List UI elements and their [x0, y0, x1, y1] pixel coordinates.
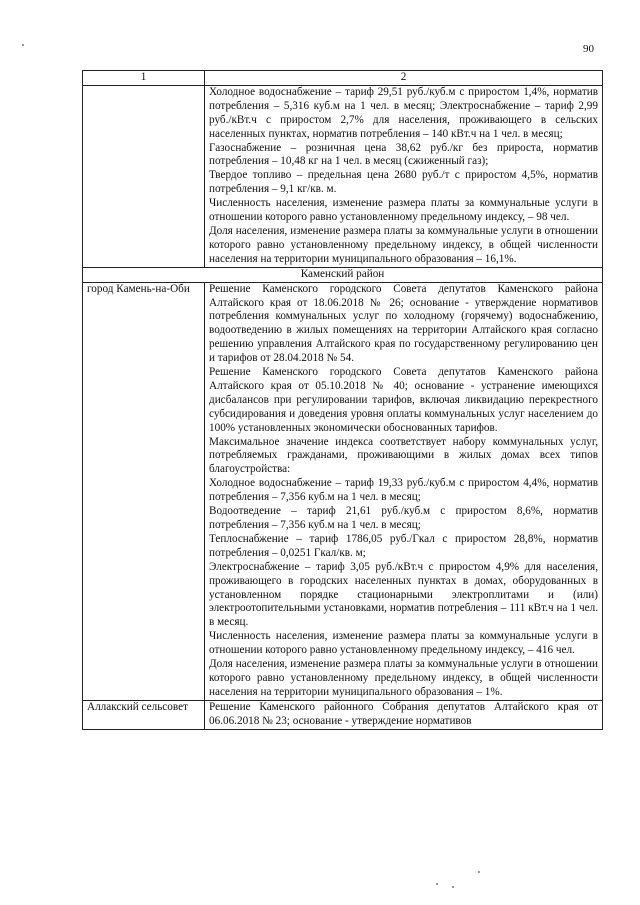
scan-speck	[22, 44, 24, 46]
column-header-1: 1	[83, 71, 205, 86]
table-row	[83, 700, 603, 729]
paragraph: Твердое топливо – предельная цена 2680 руб./т с приростом 4,5%, норматив потребления – 9,1 кг/кв. м.	[209, 169, 598, 196]
paragraph: Холодное водоснабжение – тариф 29,51 руб./куб.м с приростом 1,4%, норматив потребления – 5,316 куб.м на 1 чел. в месяц; Электроснабжение – тариф 2,99 руб./кВт.ч с приростом 2,7% для населения, проживающего в сельских населенных пунктах, норматив потребления – 140 кВт.ч на 1 чел. в месяц;	[209, 85, 598, 140]
paragraph: Максимальное значение индекса соответствует набору коммунальных услуг, потребляемых гражданами, проживающими в жилых домах всех типов благоустройства:	[209, 435, 598, 476]
description-cell	[205, 700, 603, 729]
tariff-table	[82, 70, 603, 730]
paragraph: Решение Каменского городского Совета депутатов Каменского района Алтайского края от 05.10.2018 № 40; основание - устранение имеющихся дисбалансов при регулировании тарифов, включая ликвидацию перекрестного субсидирования и доведения уровня оплаты коммунальных услуг населением до 100% установленных экономически обоснованных тарифов.	[209, 366, 598, 434]
column-header-2: 2	[205, 71, 603, 86]
paragraph: Газоснабжение – розничная цена 38,62 руб./кг без прироста, норматив потребления – 10,48 кг на 1 чел. в месяц (сжиженный газ);	[209, 141, 598, 168]
scan-speck	[436, 883, 438, 885]
scan-speck	[478, 871, 480, 873]
paragraph: Водоотведение – тариф 21,61 руб./куб.м с приростом 8,6%, норматив потребления – 7,356 куб.м на 1 чел. в месяц;	[209, 505, 598, 531]
table-row	[83, 282, 603, 700]
paragraph: Численность населения, изменение размера платы за коммунальные услуги в отношении которого равно установленному предельному индексу, – 416 чел.	[209, 630, 598, 657]
paragraph: Доля населения, изменение размера платы за коммунальные услуги в отношении которого равно установленному предельному индексу, в общей численности населения на территории муниципального образования – 16,1%.	[209, 224, 598, 265]
municipality-name-cell	[83, 85, 205, 267]
paragraph: Решение Каменского городского Совета депутатов Каменского района Алтайского края от 18.06.2018 № 26; основание - утверждение нормативов потребления коммунальных услуг по холодному (горячему) водоснабжению, водоотведению в жилых помещениях на территории Алтайского края согласно решению управления Алтайского края по государственному регулированию цен и тарифов от 28.04.2018 № 54.	[209, 282, 598, 365]
municipality-name-cell: город Камень-на-Оби	[83, 282, 205, 700]
table-row	[83, 85, 603, 267]
municipality-name-cell: Аллакский сельсовет	[83, 700, 205, 729]
section-row	[83, 267, 603, 282]
paragraph: Теплоснабжение – тариф 1786,05 руб./Гкал с приростом 28,8%, норматив потребления – 0,0251 Гкал/кв. м;	[209, 532, 598, 559]
description-cell	[205, 85, 603, 267]
description-cell	[205, 282, 603, 700]
paragraph: Доля населения, изменение размера платы за коммунальные услуги в отношении которого равно установленному предельному индексу, в общей численности населения на территории муниципального образования – 1%.	[209, 658, 598, 698]
paragraph: Холодное водоснабжение – тариф 19,33 руб./куб.м с приростом 4,4%, норматив потребления – 7,356 куб.м на 1 чел. в месяц;	[209, 477, 598, 504]
section-title: Каменский район	[83, 267, 603, 282]
paragraph: Решение Каменского районного Собрания депутатов Алтайского края от 06.06.2018 № 23; основание - утверждение нормативов	[209, 700, 598, 727]
table-header-row	[83, 71, 603, 86]
paragraph: Электроснабжение – тариф 3,05 руб./кВт.ч с приростом 4,9% для населения, проживающего в городских населенных пунктах в домах, оборудованных в установленном порядке стационарными электроплитами и (или) электроотопительными установками, норматив потребления – 111 кВт.ч на 1 чел. в месяц.	[209, 560, 598, 629]
paragraph: Численность населения, изменение размера платы за коммунальные услуги в отношении которого равно установленному предельному индексу, – 98 чел.	[209, 197, 598, 224]
scan-speck	[452, 886, 454, 888]
page-number: 90	[583, 43, 594, 55]
